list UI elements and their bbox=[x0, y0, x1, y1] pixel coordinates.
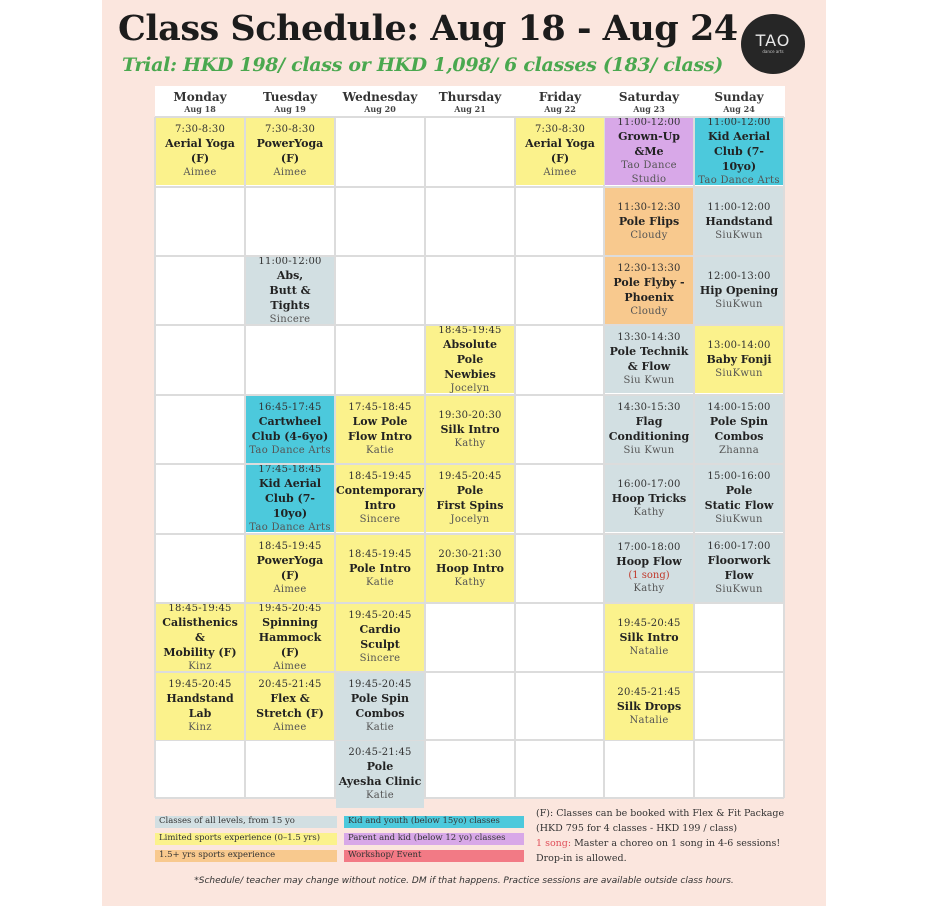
class-block bbox=[336, 465, 424, 532]
class-note: (1 song) bbox=[628, 570, 670, 581]
class-block bbox=[246, 257, 334, 324]
class-name: Hoop Tricks bbox=[611, 491, 687, 505]
class-name: Silk Intro bbox=[619, 630, 679, 644]
class-name: Newbies bbox=[444, 367, 496, 381]
class-name: Pole Spin bbox=[709, 415, 769, 428]
class-name: Conditioning bbox=[608, 430, 690, 443]
class-name: First Spins bbox=[436, 499, 504, 512]
class-time: 16:00-17:00 bbox=[707, 541, 771, 552]
class-instructor: Kathy bbox=[454, 437, 486, 449]
class-name: Flex & bbox=[270, 692, 310, 705]
class-block bbox=[695, 188, 783, 255]
day-name: Tuesday bbox=[262, 90, 318, 104]
one-song-label: 1 song: bbox=[536, 838, 572, 849]
class-time: 19:45-20:45 bbox=[348, 610, 412, 621]
class-block bbox=[156, 604, 244, 671]
day-header-sunday bbox=[694, 90, 784, 114]
class-name: Flow Intro bbox=[348, 430, 412, 443]
class-name: (F) bbox=[190, 152, 210, 165]
class-name: Contemporary bbox=[336, 484, 424, 497]
class-name: PowerYoga bbox=[256, 137, 324, 150]
class-block bbox=[156, 118, 244, 185]
class-name: Ayesha Clinic bbox=[338, 775, 422, 788]
class-time: 16:00-17:00 bbox=[617, 478, 681, 490]
class-time: 19:45-20:45 bbox=[348, 679, 412, 690]
class-instructor: Katie bbox=[365, 790, 395, 801]
footer-disclaimer: *Schedule/ teacher may change without notice. DM if that happens. Practice sessions are available outside class hours. bbox=[194, 876, 734, 886]
class-instructor: Katie bbox=[365, 445, 395, 456]
class-time: 14:00-15:00 bbox=[707, 402, 771, 413]
grid-line-vertical bbox=[783, 117, 785, 798]
day-header-monday bbox=[155, 90, 245, 114]
class-name: Hoop Flow bbox=[616, 555, 682, 568]
class-name: Baby Fonji bbox=[706, 352, 772, 366]
one-song-text: Master a choreo on 1 song in 4-6 sessions! Drop-in is allowed. bbox=[536, 838, 781, 864]
class-name: (F) bbox=[550, 152, 570, 165]
class-name: Aerial Yoga bbox=[525, 137, 595, 150]
class-instructor: Aimee bbox=[273, 722, 307, 733]
day-header-thursday bbox=[425, 90, 515, 114]
grid-line-vertical bbox=[514, 117, 516, 798]
grid-line-horizontal bbox=[155, 797, 784, 799]
class-time: 20:30-21:30 bbox=[438, 548, 502, 560]
class-block bbox=[605, 465, 693, 532]
class-instructor: Zhanna bbox=[719, 445, 759, 456]
class-time: 7:30-8:30 bbox=[534, 124, 586, 135]
class-instructor: Aimee bbox=[543, 167, 577, 178]
class-name: Cartwheel bbox=[258, 415, 322, 428]
class-time: 16:45-17:45 bbox=[258, 402, 322, 413]
class-block bbox=[426, 396, 514, 463]
class-name: Lab bbox=[188, 707, 212, 720]
class-instructor: SiuKwun bbox=[715, 298, 763, 310]
class-block bbox=[336, 535, 424, 602]
class-instructor: Jocelyn bbox=[450, 514, 490, 525]
logo-subtext: dance arts bbox=[762, 49, 784, 54]
class-time: 18:45-19:45 bbox=[348, 471, 412, 482]
class-block bbox=[605, 535, 693, 602]
class-time: 20:45-21:45 bbox=[348, 747, 412, 758]
class-time: 20:45-21:45 bbox=[617, 686, 681, 698]
legend-item: Limited sports experience (0–1.5 yrs) bbox=[155, 833, 337, 845]
class-name: Cardio bbox=[359, 623, 401, 636]
class-instructor: Kinz bbox=[188, 660, 212, 671]
class-name: Handstand bbox=[166, 692, 234, 705]
day-date: Aug 24 bbox=[723, 104, 755, 114]
class-name: Club (7-10yo) bbox=[265, 491, 315, 520]
class-time: 19:45-20:45 bbox=[617, 617, 681, 629]
class-time: 11:30-12:30 bbox=[617, 201, 681, 213]
class-block bbox=[695, 118, 783, 185]
class-instructor: Aimee bbox=[273, 167, 307, 178]
class-time: 11:00-12:00 bbox=[617, 118, 681, 128]
class-name: Pole Technik bbox=[609, 345, 689, 358]
class-block bbox=[336, 396, 424, 463]
class-instructor: SiuKwun bbox=[715, 584, 763, 595]
class-block bbox=[605, 396, 693, 463]
class-block bbox=[605, 188, 693, 255]
class-name: Abs, bbox=[276, 268, 304, 282]
class-block bbox=[605, 257, 693, 324]
class-instructor: Siu Kwun bbox=[623, 445, 675, 456]
class-name: Stretch (F) bbox=[256, 707, 324, 720]
class-instructor: SiuKwun bbox=[715, 367, 763, 379]
class-time: 17:45-18:45 bbox=[348, 402, 412, 413]
day-header-saturday bbox=[604, 90, 694, 114]
notes bbox=[536, 806, 796, 866]
class-name: Floorwork bbox=[707, 554, 771, 567]
class-name: Combos bbox=[355, 707, 405, 720]
class-block bbox=[156, 673, 244, 740]
class-instructor: Tao Dance Arts bbox=[698, 174, 780, 185]
class-name: Silk Drops bbox=[616, 699, 682, 713]
class-name: Pole Spin bbox=[350, 692, 410, 705]
day-name: Sunday bbox=[714, 90, 764, 104]
class-block bbox=[246, 465, 334, 532]
class-time: 7:30-8:30 bbox=[264, 124, 316, 135]
class-time: 19:45-20:45 bbox=[168, 679, 232, 690]
class-instructor: Natalie bbox=[629, 714, 669, 726]
legend-item: Parent and kid (below 12 yo) classes bbox=[344, 833, 524, 845]
class-instructor: Natalie bbox=[629, 645, 669, 657]
class-instructor: Kathy bbox=[454, 576, 486, 588]
class-instructor: Aimee bbox=[273, 584, 307, 595]
class-block bbox=[516, 118, 604, 185]
day-name: Saturday bbox=[618, 90, 680, 104]
class-name: Silk Intro bbox=[440, 422, 500, 436]
page-title: Class Schedule: Aug 18 - Aug 24 bbox=[118, 8, 738, 49]
class-time: 18:45-19:45 bbox=[348, 548, 412, 560]
class-name: Calisthenics & bbox=[162, 615, 238, 644]
class-block bbox=[426, 535, 514, 602]
legend-item: Kid and youth (below 15yo) classes bbox=[344, 816, 524, 828]
class-name: Kid Aerial bbox=[707, 129, 771, 143]
class-instructor: Katie bbox=[365, 722, 395, 733]
class-time: 19:45-20:45 bbox=[438, 471, 502, 482]
class-name: Grown-Up bbox=[618, 130, 680, 143]
class-name: Intro bbox=[364, 499, 396, 512]
class-instructor: Sincere bbox=[269, 313, 311, 324]
class-instructor: Aimee bbox=[273, 660, 307, 671]
class-time: 11:00-12:00 bbox=[707, 201, 771, 213]
class-instructor: Katie bbox=[365, 576, 395, 588]
class-name: Static Flow bbox=[704, 499, 774, 512]
class-name: Low Pole bbox=[352, 415, 408, 428]
day-date: Aug 19 bbox=[274, 104, 306, 114]
class-instructor: Sincere bbox=[359, 514, 401, 525]
class-instructor: SiuKwun bbox=[715, 229, 763, 241]
class-name: Flag bbox=[635, 415, 663, 428]
day-name: Thursday bbox=[438, 90, 502, 104]
day-header-wednesday bbox=[335, 90, 425, 114]
class-instructor: Sincere bbox=[359, 653, 401, 664]
class-instructor: SiuKwun bbox=[715, 514, 763, 525]
class-instructor: Siu Kwun bbox=[623, 375, 675, 386]
class-instructor: Cloudy bbox=[630, 306, 668, 317]
class-instructor: Kinz bbox=[188, 722, 212, 733]
class-block bbox=[695, 535, 783, 602]
day-header-friday bbox=[515, 90, 605, 114]
class-block bbox=[605, 673, 693, 740]
class-name: Flow bbox=[724, 569, 754, 582]
class-name: Mobility (F) bbox=[163, 645, 237, 659]
class-instructor: Jocelyn bbox=[450, 382, 490, 393]
class-time: 18:45-19:45 bbox=[438, 326, 502, 336]
class-block bbox=[695, 396, 783, 463]
class-instructor: Cloudy bbox=[630, 229, 668, 241]
class-block bbox=[246, 396, 334, 463]
class-block bbox=[695, 326, 783, 393]
class-time: 19:30-20:30 bbox=[438, 409, 502, 421]
class-block bbox=[246, 604, 334, 671]
class-name: Phoenix bbox=[624, 291, 674, 304]
class-block bbox=[695, 465, 783, 532]
class-name: Kid Aerial bbox=[258, 476, 322, 490]
class-name: Handstand bbox=[705, 214, 773, 228]
class-time: 11:00-12:00 bbox=[707, 118, 771, 128]
class-block bbox=[246, 118, 334, 185]
class-name: Hammock (F) bbox=[258, 630, 322, 659]
one-song-note bbox=[536, 836, 796, 866]
class-name: Pole bbox=[456, 484, 484, 497]
class-time: 12:30-13:30 bbox=[617, 263, 681, 274]
class-time: 20:45-21:45 bbox=[258, 679, 322, 690]
tao-logo bbox=[741, 14, 805, 74]
class-block bbox=[336, 673, 424, 740]
class-name: Combos bbox=[714, 430, 764, 443]
legend-item: Workshop/ Event bbox=[344, 850, 524, 862]
class-time: 13:00-14:00 bbox=[707, 339, 771, 351]
class-name: Sculpt bbox=[360, 638, 400, 651]
day-name: Friday bbox=[538, 90, 582, 104]
class-name: & Flow bbox=[627, 360, 671, 373]
class-time: 18:45-19:45 bbox=[258, 541, 322, 552]
class-name: PowerYoga bbox=[256, 554, 324, 567]
class-block bbox=[426, 326, 514, 393]
class-block bbox=[695, 257, 783, 324]
class-name: Club (7-10yo) bbox=[714, 144, 764, 173]
day-date: Aug 20 bbox=[364, 104, 396, 114]
class-time: 14:30-15:30 bbox=[617, 402, 681, 413]
class-time: 7:30-8:30 bbox=[174, 124, 226, 135]
day-name: Wednesday bbox=[342, 90, 418, 104]
class-name: Pole Flips bbox=[618, 214, 680, 228]
class-name: Pole bbox=[366, 760, 394, 773]
legend-item: Classes of all levels, from 15 yo bbox=[155, 816, 337, 828]
class-block bbox=[246, 535, 334, 602]
class-name: Absolute Pole bbox=[442, 337, 497, 366]
class-name: Butt & Tights bbox=[269, 283, 311, 312]
class-time: 11:00-12:00 bbox=[258, 257, 322, 267]
class-name: (F) bbox=[280, 569, 300, 582]
class-name: Spinning bbox=[262, 615, 318, 629]
class-name: &Me bbox=[634, 145, 664, 158]
day-header-tuesday bbox=[245, 90, 335, 114]
day-date: Aug 23 bbox=[633, 104, 665, 114]
class-block bbox=[336, 741, 424, 808]
class-name: (F) bbox=[280, 152, 300, 165]
class-time: 12:00-13:00 bbox=[707, 270, 771, 282]
class-name: Pole Flyby - bbox=[613, 276, 685, 289]
class-name: Club (4-6yo) bbox=[251, 430, 329, 443]
class-name: Pole bbox=[725, 484, 753, 497]
class-time: 17:00-18:00 bbox=[617, 542, 681, 553]
trial-pricing: Trial: HKD 198/ class or HKD 1,098/ 6 classes (183/ class) bbox=[122, 54, 723, 76]
day-name: Monday bbox=[173, 90, 227, 104]
class-block bbox=[426, 465, 514, 532]
class-name: Aerial Yoga bbox=[165, 137, 235, 150]
logo-text: TAO bbox=[755, 31, 791, 50]
day-date: Aug 21 bbox=[454, 104, 486, 114]
class-time: 18:45-19:45 bbox=[168, 604, 232, 614]
day-date: Aug 18 bbox=[184, 104, 216, 114]
class-instructor: Aimee bbox=[183, 167, 217, 178]
class-block bbox=[336, 604, 424, 671]
class-time: 17:45-18:45 bbox=[258, 465, 322, 475]
class-name: Pole Intro bbox=[349, 561, 411, 575]
class-instructor: Tao Dance Arts bbox=[249, 445, 331, 456]
class-instructor: Tao Dance Arts bbox=[249, 521, 331, 532]
class-time: 19:45-20:45 bbox=[258, 604, 322, 614]
class-time: 13:30-14:30 bbox=[617, 332, 681, 343]
class-block bbox=[605, 326, 693, 393]
class-instructor: Tao Dance Studio bbox=[621, 160, 677, 185]
class-block bbox=[605, 604, 693, 671]
flex-fit-note: (F): Classes can be booked with Flex & Fit Package (HKD 795 for 4 classes - HKD 199 / class) bbox=[536, 808, 785, 834]
class-block bbox=[605, 118, 693, 185]
class-name: Hoop Intro bbox=[436, 561, 504, 575]
day-date: Aug 22 bbox=[544, 104, 576, 114]
class-time: 15:00-16:00 bbox=[707, 471, 771, 482]
class-instructor: Kathy bbox=[633, 583, 665, 594]
class-name: Hip Opening bbox=[699, 283, 779, 297]
class-instructor: Kathy bbox=[633, 506, 665, 518]
legend-item: 1.5+ yrs sports experience bbox=[155, 850, 337, 862]
class-block bbox=[246, 673, 334, 740]
